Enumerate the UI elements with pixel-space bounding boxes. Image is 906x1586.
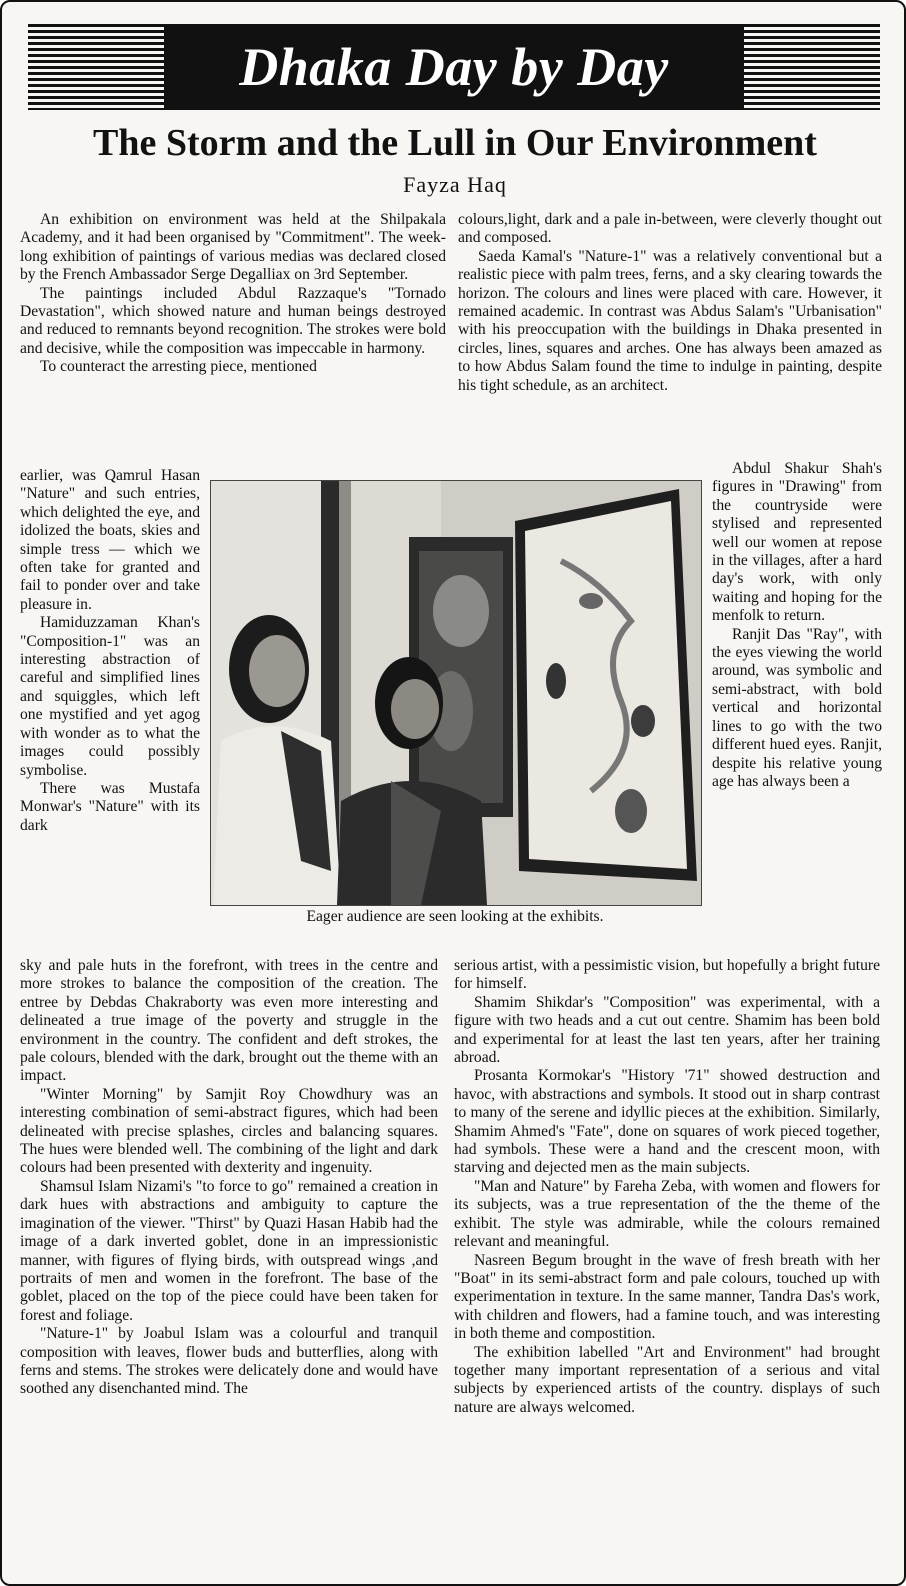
headline: The Storm and the Lull in Our Environment [93,122,817,164]
paragraph: colours,light, dark and a pale in-between, were cleverly thought out and composed. [458,211,882,247]
paragraph: earlier, was Qamrul Hasan "Nature" and such entries, which delighted the eye, and idolized the boats, skies and simple tress — which we often take for granted and fail to ponder over and take pleasure in. [20,467,200,613]
column-right-side [712,460,882,791]
column-right-bottom [454,957,880,1417]
photo-caption: Eager audience are seen looking at the exhibits. [306,908,604,925]
paragraph: "Man and Nature" by Fareha Zeba, with women and flowers for its subjects, was a true representation of the the theme of the exhibit. The style was admirable, while the colours remained relevant and meaningful. [454,1177,880,1251]
masthead [28,24,880,110]
paragraph: The exhibition labelled "Art and Environment" had brought together many important representation of a serious and vital subjects by experienced artists of the country. displays of such nature are always welcomed. [454,1343,880,1416]
column-right-top [458,211,882,395]
photo-illustration [211,481,701,905]
paragraph: To counteract the arresting piece, mentioned [40,358,317,376]
paragraph: sky and pale huts in the forefront, with trees in the centre and more strokes to balance the composition of the creation. The entree by Debdas Chakraborty was even more interesting and delineated a true image of the poverty and struggle in the environment in the country. The confident and deft strokes, the pale colours, blended with the dark, brought out the theme with an impact. [20,957,438,1085]
column-left-bottom [20,957,438,1399]
exhibition-photo [210,480,702,906]
paragraph: "Winter Morning" by Samjit Roy Chowdhury was an interesting combination of semi-abstract figures, which had been delineated with precise splashes, circles and balancing squares. The hues were blended well. The combining of the light and dark colours had been presented with dexterity and ingenuity. [20,1085,438,1177]
paragraph: Shamsul Islam Nizami's "to force to go" remained a creation in dark hues with abstractions and ambiguity to capture the imagination of the viewer. "Thirst" by Quazi Hasan Habib had the image of a dark inverted goblet, done in an impressionistic manner, with figures of flying birds, with outspread wings ,and portraits of men and women in the forefront. The base of the goblet, placed on the top of the piece could have been taken for forest and foliage. [20,1177,438,1324]
paragraph: Saeda Kamal's "Nature-1" was a relatively conventional but a realistic piece with palm trees, ferns, and a sky clearing towards the horizon. The colours and lines were placed with care. However, it remained academic. In contrast was Abdus Salam's "Urbanisation" with his preoccupation with the buildings in Dhaka presented in circles, lines, squares and arches. One has always been amazed as to how Abdus Salam found the time to indulge in painting, despite his tight schedule, as an architect. [458,247,882,394]
paragraph: Abdul Shakur Shah's figures in "Drawing" from the countryside were stylised and represented well our women at repose in the villages, after a hard day's work, with only waiting and hoping for the menfolk to return. [712,460,882,625]
masthead-rule-left [28,24,178,110]
paragraph: There was Mustafa Monwar's "Nature" with its dark [20,779,200,834]
paragraph: Shamim Shikdar's "Composition" was experimental, with a figure with two heads and a cut out centre. Shamim has been bold and experimental for at least the last ten years, after her training abroad. [454,993,880,1067]
paragraph: Hamiduzzaman Khan's "Composition-1" was an interesting abstraction of careful and simplified lines and squiggles, which left one mystified and yet agog with wonder as to what the images could possibly symbolise. [20,614,200,779]
paragraph: An exhibition on environment was held at the Shilpakala Academy, and it had been organised by "Commitment". The week-long exhibition of paintings of various medias was declared closed by the French Ambassador Serge Degalliax on 3rd September. [20,211,446,284]
paragraph: Nasreen Begum brought in the wave of fresh breath with her "Boat" in its semi-abstract form and pale colours, touched up with experimentation in texture. In the same manner, Tandra Das's work, with children and flowers, had a famine touch, and was interesting in both theme and compostition. [454,1251,880,1343]
paragraph: serious artist, with a pessimistic vision, but hopefully a bright future for himself. [454,957,880,993]
byline: Fayza Haq [403,172,507,197]
paragraph: Ranjit Das "Ray", with the eyes viewing the world around, was symbolic and semi-abstract, with bold vertical and horizontal lines to go with the two different hued eyes. Ranjit, despite his relative young age has always been a [712,625,882,790]
masthead-rule-right [730,24,880,110]
paragraph: Prosanta Kormokar's "History '71" showed destruction and havoc, with abstractions and symbols. It stood out in sharp contrast to many of the serene and idyllic pieces at the exhibition. Similarly, Shamim Ahmed's "Fate", done on squares of work pieced together, had symbols. These were a hand and the crescent moon, with starving and dejected men as the main subjects. [454,1067,880,1177]
column-left-side [20,467,200,835]
column-left-top [20,211,446,377]
paragraph: The paintings included Abdul Razzaque's "Tornado Devastation", which showed nature and human beings destroyed and reduced to remnants beyond recognition. The strokes were bold and decisive, while the composition was impeccable in harmony. [20,284,446,357]
masthead-title: Dhaka Day by Day [164,24,744,110]
paragraph: "Nature-1" by Joabul Islam was a colourful and tranquil composition with leaves, flower buds and butterflies, along with ferns and stems. The strokes were delicately done and would have soothed any disenchanted mind. The [20,1325,438,1398]
